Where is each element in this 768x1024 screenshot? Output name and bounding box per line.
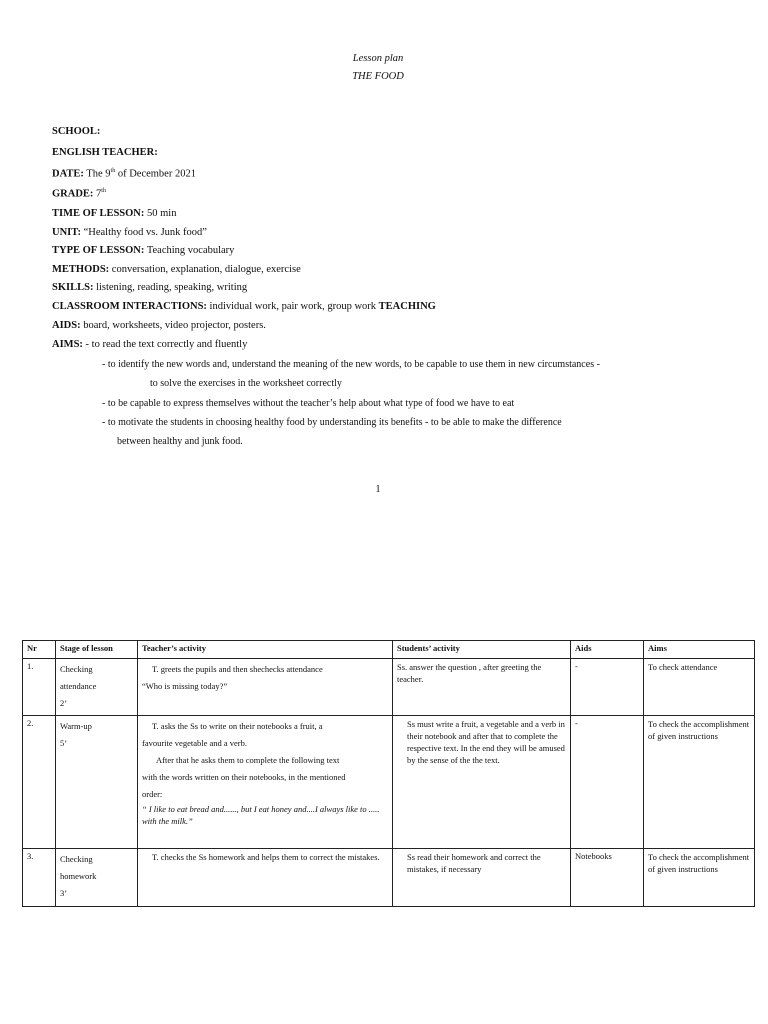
lesson-table <box>22 640 755 907</box>
aims-first: - to read the text correctly and fluently <box>82 339 248 350</box>
unit-value: “Healthy food vs. Junk food” <box>80 227 207 238</box>
classroom-line <box>52 301 436 312</box>
students-text: Ss read their homework and correct the mistakes, if necessary <box>407 852 541 874</box>
skills-label: SKILLS: <box>52 282 94 293</box>
skills-value: listening, reading, speaking, writing <box>93 282 248 293</box>
grade-value: 7 <box>93 188 102 200</box>
aims-text: To check the accomplishment of given instructions <box>648 719 750 741</box>
unit-label: UNIT: <box>52 227 81 238</box>
teacher-line: T. greets the pupils and then shechecks attendance <box>152 664 323 674</box>
classroom-label: CLASSROOM INTERACTIONS: <box>52 301 207 312</box>
teacher-label: ENGLISH TEACHER: <box>52 147 158 158</box>
school-line <box>52 126 100 137</box>
stage-duration: 3’ <box>60 888 68 898</box>
classroom-value: individual work, pair work, group work <box>206 301 379 312</box>
aims-text: To check the accomplishment of given instructions <box>648 852 750 874</box>
teacher-line: After that he asks them to complete the following text <box>156 755 340 765</box>
teacher-line: favourite vegetable and a verb. <box>142 738 248 748</box>
aims-cell <box>644 659 755 716</box>
stage-duration: 2’ <box>60 698 68 708</box>
students-activity-cell <box>393 849 571 907</box>
teacher-line <box>52 147 158 158</box>
aims-text: To check attendance <box>648 662 718 672</box>
aim-item: - to motivate the students in choosing healthy food by understanding its benefits - to be able to make the difference <box>102 417 562 428</box>
aim-item: - to identify the new words and, understand the meaning of the new words, to be capable to use them in new circumstances - <box>102 359 600 370</box>
teacher-line: T. asks the Ss to write on their notebooks a fruit, a <box>152 721 323 731</box>
grade-sup: th <box>101 188 106 194</box>
teacher-quote: “ I like to eat bread and......, but I eat honey and....I always like to ..... with the milk.” <box>142 804 380 826</box>
stage-line: Warm-up <box>60 721 92 731</box>
aids-label: AIDS: <box>52 320 81 331</box>
teacher-activity-cell <box>138 849 393 907</box>
teacher-activity-cell <box>138 716 393 849</box>
aim-item: - to be capable to express themselves without the teacher’s help about what type of food we have to eat <box>102 398 515 409</box>
column-header: Teacher’s activity <box>138 641 393 659</box>
aims-label: AIMS: <box>52 339 83 350</box>
teacher-line: with the words written on their notebooks, in the mentioned <box>142 772 346 782</box>
row-number: 1. <box>23 659 56 716</box>
column-header: Aims <box>644 641 755 659</box>
aims-cell <box>644 716 755 849</box>
type-line <box>52 245 234 256</box>
time-label: TIME OF LESSON: <box>52 208 145 219</box>
row-number: 3. <box>23 849 56 907</box>
table-row <box>23 659 755 716</box>
aids-line <box>52 320 266 331</box>
time-value: 50 min <box>144 208 177 219</box>
aim-item: to solve the exercises in the worksheet correctly <box>150 378 342 389</box>
unit-line <box>52 227 207 238</box>
type-value: Teaching vocabulary <box>144 245 235 256</box>
students-activity-cell <box>393 716 571 849</box>
aim-item: between healthy and junk food. <box>117 436 243 447</box>
teacher-line: order: <box>142 789 163 799</box>
skills-line <box>52 282 247 293</box>
aids-cell: - <box>571 716 644 849</box>
column-header: Aids <box>571 641 644 659</box>
table-row <box>23 716 755 849</box>
doc-title: Lesson plan <box>352 53 404 64</box>
teacher-activity-cell <box>138 659 393 716</box>
aids-cell: Notebooks <box>571 849 644 907</box>
stage-cell <box>56 659 138 716</box>
time-line <box>52 208 176 219</box>
stage-duration: 5’ <box>60 738 68 748</box>
type-label: TYPE OF LESSON: <box>52 245 145 256</box>
doc-subtitle: THE FOOD <box>352 71 404 82</box>
aims-line <box>52 339 247 350</box>
stage-line: attendance <box>60 681 97 691</box>
row-number: 2. <box>23 716 56 849</box>
date-value-post: of December 2021 <box>115 168 196 180</box>
aims-cell <box>644 849 755 907</box>
table-header-row <box>23 641 755 659</box>
column-header: Students’ activity <box>393 641 571 659</box>
date-line <box>52 168 196 180</box>
teacher-line: T. checks the Ss homework and helps them to correct the mistakes. <box>152 852 380 862</box>
page-number: 1 <box>375 484 381 495</box>
methods-line <box>52 264 301 275</box>
date-value-pre: The 9 <box>83 168 111 180</box>
stage-cell <box>56 849 138 907</box>
teacher-line: “Who is missing today?” <box>142 681 228 691</box>
methods-label: METHODS: <box>52 264 110 275</box>
date-label: DATE: <box>52 168 84 180</box>
column-header: Stage of lesson <box>56 641 138 659</box>
students-text: Ss must write a fruit, a vegetable and a verb in their notebook and after that to complete the respective text. In the end they will be amused by the sense of the the text. <box>407 719 565 765</box>
teaching-label: TEACHING <box>378 301 436 312</box>
aids-cell: - <box>571 659 644 716</box>
stage-cell <box>56 716 138 849</box>
stage-line: Checking <box>60 664 93 674</box>
column-header: Nr <box>23 641 56 659</box>
date-value-sup: th <box>110 168 116 174</box>
table-row <box>23 849 755 907</box>
school-label: SCHOOL: <box>52 126 101 137</box>
stage-line: homework <box>60 871 97 881</box>
stage-line: Checking <box>60 854 93 864</box>
aids-value: board, worksheets, video projector, posters. <box>80 320 266 331</box>
grade-line <box>52 188 106 200</box>
students-activity-cell <box>393 659 571 716</box>
grade-label: GRADE: <box>52 188 94 200</box>
students-text: Ss. answer the question , after greeting the teacher. <box>397 662 542 684</box>
methods-value: conversation, explanation, dialogue, exercise <box>109 264 301 275</box>
